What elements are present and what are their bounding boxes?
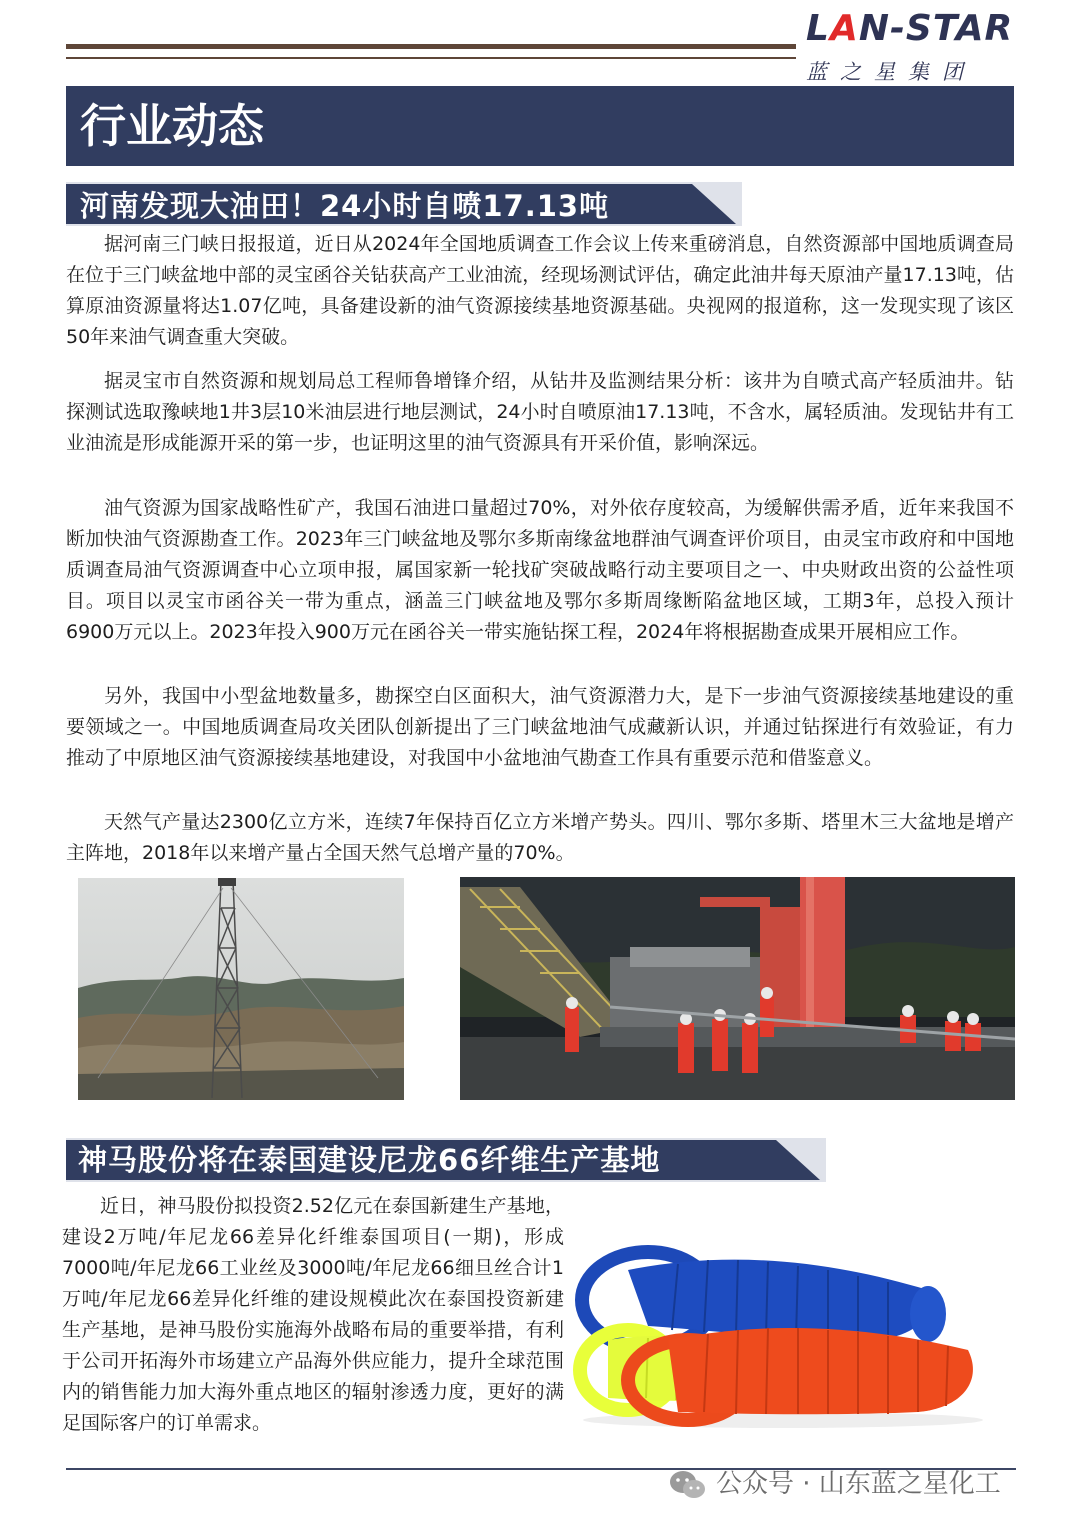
article2-heading: 神马股份将在泰国建设尼龙66纤维生产基地 bbox=[78, 1143, 661, 1177]
logo-letter-l: L bbox=[806, 8, 830, 49]
article1-paragraph-3: 油气资源为国家战略性矿产，我国石油进口量超过70%，对外依存度较高，为缓解供需矛盾，近年来我国不断加快油气资源勘查工作。2023年三门峡盆地及鄂尔多斯南缘盆地群油气调查评价项目，由灵宝市政府和中国地质调查局油气资源调查中心立项申报，属国家新一轮找矿突破战略行动主要项目之一、中央财政出资的公益性项目。项目以灵宝市函谷关一带为重点，涵盖三门峡盆地及鄂尔多斯周缘断陷盆地区域，工期3年，总投入预计6900万元以上。2023年投入900万元在函谷关一带实施钻探工程，2024年将根据勘查成果开展相应工作。 bbox=[66, 497, 1014, 643]
nylon-rope-photo bbox=[568, 1230, 998, 1430]
header-rule bbox=[66, 44, 796, 49]
rig-floor-workers-photo bbox=[460, 877, 1015, 1100]
article1-paragraph-4: 另外，我国中小型盆地数量多，勘探空白区面积大，油气资源潜力大，是下一步油气资源接续基地建设的重要领域之一。中国地质调查局攻关团队创新提出了三门峡盆地油气成藏新认识，并通过钻探进行有效验证，有力推动了中原地区油气资源接续基地建设，对我国中小盆地油气勘查工作具有重要示范和借鉴意义。 bbox=[66, 685, 1014, 769]
brand-name-cn: 蓝之星集团 bbox=[806, 60, 976, 84]
wechat-icon bbox=[668, 1468, 708, 1502]
logo-letters-mid: N-ST bbox=[858, 8, 956, 49]
article1-heading: 河南发现大油田！24小时自喷17.13吨 bbox=[80, 189, 610, 223]
article2-paragraph: 近日，神马股份拟投资2.52亿元在泰国新建生产基地，建设2万吨/年尼龙66差异化纤维泰国项目(一期)，形成7000吨/年尼龙66工业丝及3000吨/年尼龙66细旦丝合计1万吨/年尼龙66差异化纤维的建设规模此次在泰国投资新建生产基地，是神马股份实施海外战略布局的重要举措，有利于公司开拓海外市场建立产品海外供应能力，提升全球范围内的销售能力加大海外重点地区的辐射渗透力度，更好的满足国际客户的订单需求。 bbox=[62, 1195, 564, 1434]
article1-paragraph-1: 据河南三门峡日报报道，近日从2024年全国地质调查工作会议上传来重磅消息，自然资源部中国地质调查局在位于三门峡盆地中部的灵宝函谷关钻获高产工业油流，经现场测试评估，确定此油井每天原油产量17.13吨，估算原油资源量将达1.07亿吨，具备建设新的油气资源接续基地资源基础。央视网的报道称，这一发现实现了该区50年来油气调查重大突破。 bbox=[66, 233, 1014, 348]
header-rule-thin bbox=[66, 57, 796, 59]
logo-letter-r: R bbox=[984, 8, 1014, 49]
article1-paragraph-2: 据灵宝市自然资源和规划局总工程师鲁增锋介绍，从钻井及监测结果分析：该井为自喷式高产轻质油井。钻探测试选取豫峡地1井3层10米油层进行地层测试，24小时自喷原油17.13吨，不含水，属轻质油。发现钻井有工业油流是形成能源开采的第一步，也证明这里的油气资源具有开采价值，影响深远。 bbox=[66, 370, 1014, 454]
logo-letter-a-red: A bbox=[829, 8, 859, 49]
drilling-rig-photo bbox=[78, 878, 404, 1100]
section-title: 行业动态 bbox=[80, 99, 264, 153]
wechat-account-label: 公众号 · 山东蓝之星化工 bbox=[716, 1469, 1001, 1499]
logo-letter-a-star: A bbox=[955, 8, 985, 49]
brand-logo bbox=[806, 6, 1016, 52]
article1-paragraph-5: 天然气产量达2300亿立方米，连续7年保持百亿立方米增产势头。四川、鄂尔多斯、塔里木三大盆地是增产主阵地，2018年以来增产量占全国天然气总增产量的70%。 bbox=[66, 811, 1014, 864]
